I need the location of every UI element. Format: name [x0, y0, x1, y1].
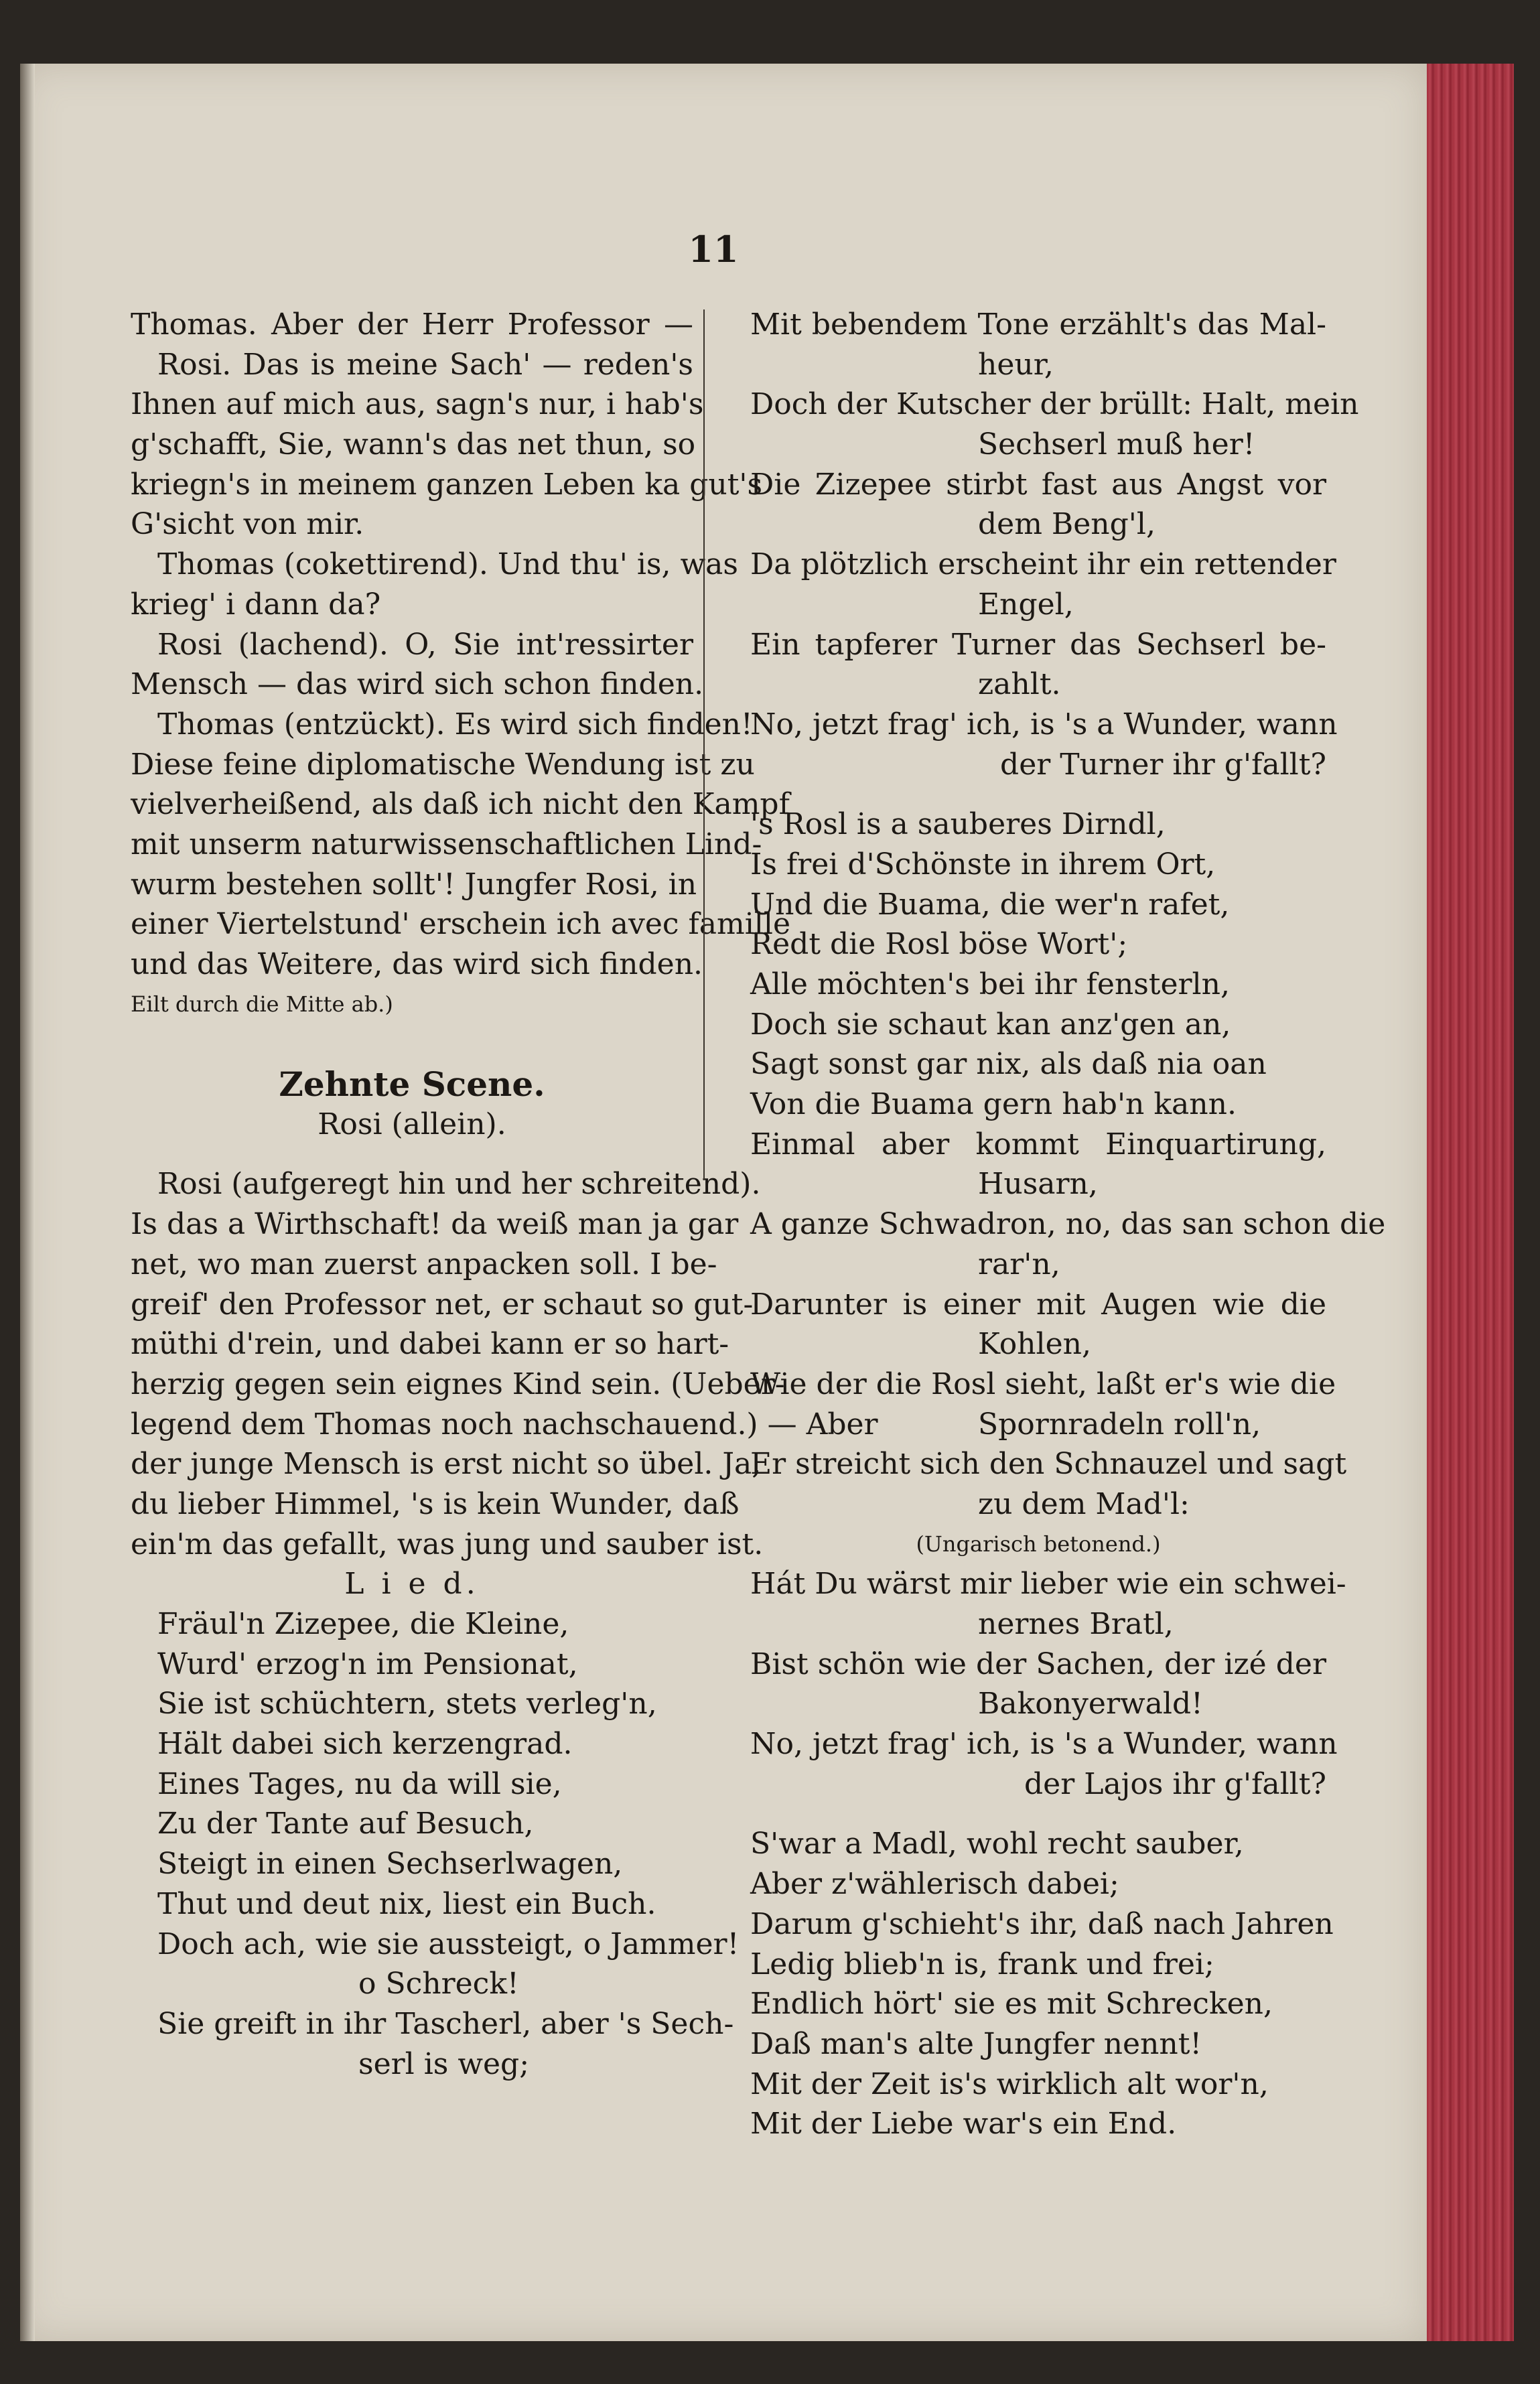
text-line: Alle möchten's bei ihr fensterln,: [750, 967, 1230, 1001]
text-line: Ihnen auf mich aus, sagn's nur, i hab's: [131, 387, 704, 422]
text-line: Hält dabei sich kerzengrad.: [157, 1727, 573, 1762]
text-line: A ganze Schwadron, no, das san schon die: [750, 1207, 1386, 1242]
text-line: Is das a Wirthschaft! da weiß man ja gar: [131, 1207, 739, 1242]
text-line: Endlich hört' sie es mit Schrecken,: [750, 1987, 1273, 2022]
text-line: serl is weg;: [358, 2046, 530, 2081]
text-line: der Lajos ihr g'fallt?: [1024, 1766, 1326, 1801]
text-line: g'schafft, Sie, wann's das net thun, so: [131, 427, 696, 462]
text-line: Diese feine diplomatische Wendung ist zu: [131, 747, 755, 782]
text-line: Husarn,: [978, 1167, 1098, 1202]
text-line: Zehnte Scene.: [279, 1064, 545, 1105]
text-line: greif' den Professor net, er schaut so gut-: [131, 1287, 754, 1322]
text-line: Doch sie schaut kan anz'gen an,: [750, 1007, 1231, 1042]
text-line: Sechserl muß her!: [978, 427, 1255, 462]
column-divider: [703, 309, 705, 1180]
text-line: Mit der Liebe war's ein End.: [750, 2107, 1177, 2142]
text-line: rar'n,: [978, 1247, 1060, 1281]
text-line: Von die Buama gern hab'n kann.: [750, 1087, 1237, 1122]
text-line: Rosi (lachend). O, Sie int'ressirter: [157, 627, 693, 662]
text-line: Da plötzlich erscheint ihr ein rettender: [750, 547, 1336, 582]
text-line: heur,: [978, 347, 1054, 382]
text-line: Daß man's alte Jungfer nennt!: [750, 2026, 1202, 2061]
text-line: Sie greift in ihr Tascherl, aber 's Sech-: [157, 2006, 734, 2041]
text-line: Bakonyerwald!: [978, 1687, 1203, 1722]
text-line: Thut und deut nix, liest ein Buch.: [157, 1886, 656, 1921]
text-line: du lieber Himmel, 's is kein Wunder, daß: [131, 1486, 740, 1521]
page-edge-red: [1427, 64, 1514, 2341]
text-line: [750, 1804, 1326, 1824]
page-gutter: [20, 64, 35, 2341]
text-line: Ein tapferer Turner das Sechserl be-: [750, 627, 1326, 662]
text-line: Rosi (aufgeregt hin und her schreitend).: [157, 1167, 761, 1202]
text-line: Eilt durch die Mitte ab.): [131, 991, 393, 1017]
text-line: Einmal aber kommt Einquartirung,: [750, 1127, 1326, 1162]
text-line: der junge Mensch is erst nicht so übel. Ja,: [131, 1447, 762, 1482]
text-line: Er streicht sich den Schnauzel und sagt: [750, 1447, 1347, 1482]
right-column: [750, 305, 1386, 2144]
text-line: herzig gegen sein eignes Kind sein. (Ueber-: [131, 1366, 785, 1401]
text-line: Mensch — das wird sich schon finden.: [131, 667, 704, 702]
text-line: 's Rosl is a sauberes Dirndl,: [750, 807, 1166, 842]
left-column: [131, 305, 878, 2084]
text-line: Ledig blieb'n is, frank und frei;: [750, 1947, 1214, 1981]
text-line: [750, 784, 1326, 804]
text-line: Bist schön wie der Sachen, der izé der: [750, 1646, 1326, 1681]
text-line: dem Beng'l,: [978, 507, 1156, 542]
text-line: Mit bebendem Tone erzählt's das Mal-: [750, 307, 1326, 342]
text-line: Die Zizepee stirbt fast aus Angst vor: [750, 467, 1326, 502]
text-line: wurm bestehen sollt'! Jungfer Rosi, in: [131, 867, 697, 902]
text-line: legend dem Thomas noch nachschauend.) — Aber: [131, 1407, 878, 1442]
text-line: [131, 1024, 693, 1064]
text-line: No, jetzt frag' ich, is 's a Wunder, wann: [750, 1727, 1338, 1762]
text-line: und das Weitere, das wird sich finden.: [131, 947, 703, 981]
text-line: Aber z'wählerisch dabei;: [750, 1867, 1119, 1902]
text-line: Kohlen,: [978, 1327, 1091, 1362]
text-line: Wurd' erzog'n im Pensionat,: [157, 1646, 578, 1681]
text-line: [131, 1144, 693, 1164]
text-line: Doch der Kutscher der brüllt: Halt, mein: [750, 387, 1359, 422]
text-line: No, jetzt frag' ich, is 's a Wunder, wann: [750, 707, 1338, 742]
text-line: Hát Du wärst mir lieber wie ein schwei-: [750, 1567, 1346, 1602]
text-line: Darunter is einer mit Augen wie die: [750, 1287, 1326, 1322]
text-line: Sagt sonst gar nix, als daß nia oan: [750, 1047, 1267, 1082]
text-line: net, wo man zuerst anpacken soll. I be-: [131, 1247, 717, 1281]
text-line: der Turner ihr g'fallt?: [1000, 747, 1326, 782]
text-line: Fräul'n Zizepee, die Kleine,: [157, 1607, 569, 1641]
text-line: ein'm das gefallt, was jung und sauber ist.: [131, 1527, 764, 1561]
text-line: L i e d.: [344, 1567, 480, 1602]
text-line: Zu der Tante auf Besuch,: [157, 1807, 534, 1841]
text-line: Mit der Zeit is's wirklich alt wor'n,: [750, 2066, 1269, 2101]
text-line: Redt die Rosl böse Wort';: [750, 927, 1128, 962]
text-line: zahlt.: [978, 667, 1061, 702]
text-line: zu dem Mad'l:: [978, 1486, 1190, 1521]
text-line: Is frei d'Schönste in ihrem Ort,: [750, 847, 1216, 882]
text-line: vielverheißend, als daß ich nicht den Kampf: [131, 787, 790, 822]
text-line: krieg' i dann da?: [131, 587, 381, 622]
text-line: kriegn's in meinem ganzen Leben ka gut's: [131, 467, 763, 502]
text-line: Thomas. Aber der Herr Professor —: [131, 307, 693, 342]
text-line: Darum g'schieht's ihr, daß nach Jahren: [750, 1906, 1334, 1941]
text-line: Doch ach, wie sie aussteigt, o Jammer!: [157, 1926, 740, 1961]
text-line: o Schreck!: [358, 1967, 519, 2002]
text-line: Sie ist schüchtern, stets verleg'n,: [157, 1687, 657, 1722]
text-line: Eines Tages, nu da will sie,: [157, 1766, 562, 1801]
text-line: nernes Bratl,: [978, 1607, 1174, 1641]
text-line: S'war a Madl, wohl recht sauber,: [750, 1827, 1244, 1862]
text-line: mit unserm naturwissenschaftlichen Lind-: [131, 827, 762, 861]
page-number: 11: [688, 228, 739, 271]
text-line: Und die Buama, die wer'n rafet,: [750, 887, 1230, 922]
text-line: G'sicht von mir.: [131, 507, 364, 542]
text-line: Rosi. Das is meine Sach' — reden's: [157, 347, 693, 382]
text-line: einer Viertelstund' erschein ich avec famille: [131, 907, 790, 942]
text-line: Thomas (cokettirend). Und thu' is, was: [157, 547, 738, 582]
text-line: (Ungarisch betonend.): [916, 1531, 1161, 1557]
text-line: Steigt in einen Sechserlwagen,: [157, 1847, 623, 1882]
text-line: Thomas (entzückt). Es wird sich finden!: [157, 707, 753, 742]
text-line: müthi d'rein, und dabei kann er so hart-: [131, 1327, 729, 1362]
text-line: Engel,: [978, 587, 1074, 622]
text-line: Rosi (allein).: [318, 1107, 506, 1141]
text-line: Spornradeln roll'n,: [978, 1407, 1261, 1442]
text-line: Wie der die Rosl sieht, laßt er's wie die: [750, 1366, 1336, 1401]
